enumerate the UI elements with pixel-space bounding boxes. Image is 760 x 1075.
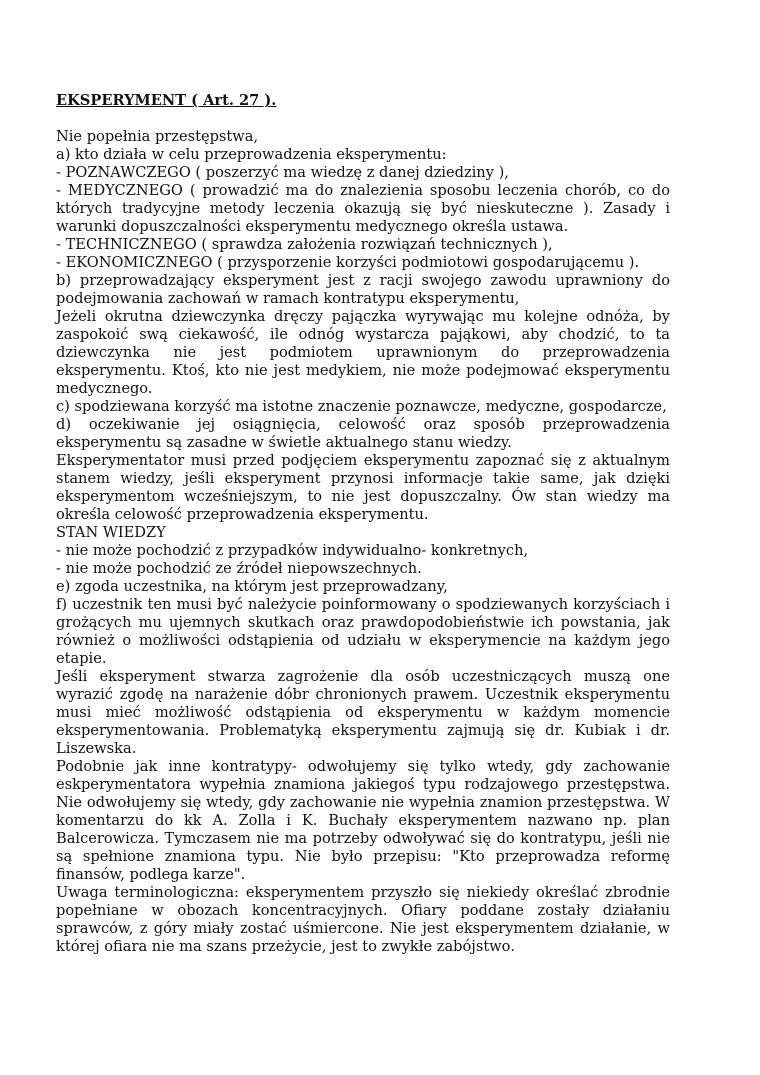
- point-a-line: a) kto działa w celu przeprowadzenia eksperymentu:: [56, 146, 447, 163]
- document-title: EKSPERYMENT ( Art. 27 ).: [56, 92, 277, 109]
- economic-experiment-line: - EKONOMICZNEGO ( przysporzenie korzyści podmiotowi gospodarującemu ).: [56, 254, 640, 271]
- state-of-knowledge-paragraph: Eksperymentator musi przed podjęciem eksperymentu zapoznać się z aktualnym stanem wiedzy, jeśli eksperyment przynosi informacje takie same, jak dzięki eksperymentom wcześniejszym, to nie jest dopuszczalny. Ów stan wiedzy ma określa celowość przeprowadzenia eksperymentu.: [56, 452, 670, 523]
- knowledge-rule-1: - nie może pochodzić z przypadków indywidualno- konkretnych,: [56, 542, 529, 559]
- point-d-paragraph: d) oczekiwanie jej osiągnięcia, celowość oraz sposób przeprowadzenia eksperymentu są zasadne w świetle aktualnego stanu wiedzy.: [56, 416, 670, 451]
- intro-line: Nie popełnia przestępstwa,: [56, 128, 259, 145]
- countertype-paragraph: Podobnie jak inne kontratypy- odwołujemy się tylko wtedy, gdy zachowanie eskperymentatora wypełnia znamiona jakiegoś typu rodzajowego przestępstwa. Nie odwołujemy się wtedy, gdy zachowanie nie wypełnia znamion przestępstwa. W komentarzu do kk A. Zolla i K. Buchały eksperymentem nazwano np. plan Balcerowicza. Tymczasem nie ma potrzeby odwoływać się do kontratypu, jeśli nie są spełnione znamiona typu. Nie było przepisu: "Kto przeprowadza reformę finansów, podlega karze".: [56, 758, 670, 883]
- terminology-paragraph: Uwaga terminologiczna: eksperymentem przyszło się niekiedy określać zbrodnie popełniane w obozach koncentracyjnych. Ofiary poddane zostały działaniu sprawców, z góry miały zostać uśmiercone. Nie jest eksperymentem działanie, w której ofiara nie ma szans przeżycie, jest to zwykłe zabójstwo.: [56, 884, 670, 955]
- cognitive-experiment-line: - POZNAWCZEGO ( poszerzyć ma wiedzę z danej dziedziny ),: [56, 164, 509, 181]
- point-f-paragraph: f) uczestnik ten musi być należycie poinformowany o spodziewanych korzyściach i grożących mu ujemnych skutkach oraz prawdopodobieństwie ich powstania, jak również o możliwości odstąpienia od udziału w eksperymencie na każdym jego etapie.: [56, 596, 670, 667]
- point-b-paragraph: b) przeprowadzający eksperyment jest z racji swojego zawodu uprawniony do podejmowania zachowań w ramach kontratypu eksperymentu,: [56, 272, 670, 307]
- knowledge-rule-2: - nie może pochodzić ze źródeł niepowszechnych.: [56, 560, 422, 577]
- technical-experiment-line: - TECHNICZNEGO ( sprawdza założenia rozwiązań technicznych ),: [56, 236, 553, 253]
- medical-experiment-paragraph: - MEDYCZNEGO ( prowadzić ma do znalezienia sposobu leczenia chorób, co do których tradycyjne metody leczenia okazują się być nieskuteczne ). Zasady i warunki dopuszczalności eksperymentu medycznego określa ustawa.: [56, 182, 670, 235]
- document-body: [56, 92, 670, 956]
- point-e-line: e) zgoda uczestnika, na którym jest przeprowadzany,: [56, 578, 448, 595]
- consent-paragraph: Jeśli eksperyment stwarza zagrożenie dla osób uczestniczących muszą one wyrazić zgodę na narażenie dóbr chronionych prawem. Uczestnik eksperymentu musi mieć możliwość odstąpienia od eksperymentu w każdym momencie eksperymentowania. Problematyką eksperymentu zajmują się dr. Kubiak i dr. Liszewska.: [56, 668, 670, 757]
- state-of-knowledge-heading: STAN WIEDZY: [56, 524, 166, 541]
- point-c-line: c) spodziewana korzyść ma istotne znaczenie poznawcze, medyczne, gospodarcze,: [56, 398, 667, 415]
- spider-example-paragraph: Jeżeli okrutna dziewczynka dręczy pajączka wyrywając mu kolejne odnóża, by zaspokoić swą ciekawość, ile odnóg wystarcza pająkowi, aby chodzić, to ta dziewczynka nie jest podmiotem uprawnionym do przeprowadzenia eksperymentu. Ktoś, kto nie jest medykiem, nie może podejmować eksperymentu medycznego.: [56, 308, 670, 397]
